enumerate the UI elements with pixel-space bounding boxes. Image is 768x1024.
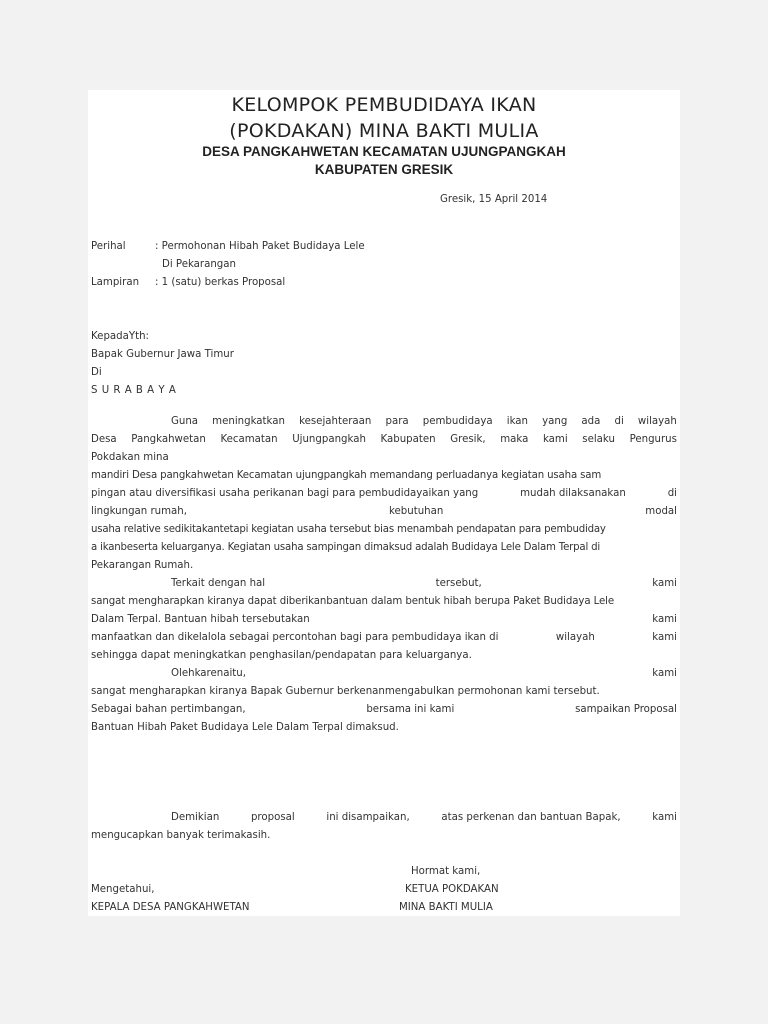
lampiran-value: : 1 (satu) berkas Proposal [155,277,286,288]
body-line: sangat mengharapkan kiranya Bapak Gubernur berkenanmengabulkan permohonan kami tersebut. [91,686,600,697]
body-line: Guna meningkatkan kesejahteraan para pembudidaya ikan yang ada di wilayah [171,416,677,427]
body-line: a ikanbeserta keluarganya. Kegiatan usaha sampingan dimaksud adalah Budidaya Lele Dalam Terpal di [91,542,601,553]
body-line: manfaatkan dan dikelalola sebagai percontohan bagi para pembudidaya ikan di wilayah kami [91,632,677,643]
recipient-city: S U R A B A Y A [91,385,177,396]
perihal-label: Perihal [91,241,126,252]
closing-greeting: Hormat kami, [411,866,481,877]
right-signer-title: KETUA POKDAKAN [405,884,499,895]
letter-date: Gresik, 15 April 2014 [440,194,548,205]
perihal-value: : Permohonan Hibah Paket Budidaya Lele [155,241,365,252]
body-line: sangat mengharapkan kiranya dapat diberikanbantuan dalam bentuk hibah berupa Paket Budidaya Lele [91,596,615,607]
body-line: Pekarangan Rumah. [91,560,194,571]
village-line: DESA PANGKAHWETAN KECAMATAN UJUNGPANGKAH [202,144,566,159]
body-line: Bantuan Hibah Paket Budidaya Lele Dalam Terpal dimaksud. [91,722,399,733]
left-signer-role: KEPALA DESA PANGKAHWETAN [91,902,250,913]
org-subtitle: (POKDAKAN) MINA BAKTI MULIA [229,120,539,142]
regency-line: KABUPATEN GRESIK [314,162,454,177]
body-line: Pokdakan mina [91,452,169,463]
left-signer-title: Mengetahui, [91,884,155,895]
body-line: sehingga dapat meningkatkan penghasilan/pendapatan para keluarganya. [91,650,472,661]
body-line: mandiri Desa pangkahwetan Kecamatan ujungpangkah memandang perluadanya kegiatan usaha sam [91,470,602,481]
lampiran-label: Lampiran [91,277,140,288]
body-line: Sebagai bahan pertimbangan, bersama ini kami sampaikan Proposal [91,704,677,715]
body-line: pingan atau diversifikasi usaha perikanan bagi para pembudidayaikan yang mudah dilaksanakan di [91,488,677,499]
body-line: Demikian proposal ini disampaikan, atas perkenan dan bantuan Bapak, kami [171,812,677,823]
body-line: usaha relative sedikitakantetapi kegiatan usaha tersebut bias menambah pendapatan para pembudiday [91,524,606,535]
body-line: Olehkarenaitu, kami [171,668,677,679]
letter-page [88,90,680,916]
recipient-to: KepadaYth: [91,331,149,342]
org-name: KELOMPOK PEMBUDIDAYA IKAN [231,94,537,116]
perihal-value-cont: Di Pekarangan [162,259,236,270]
right-signer-role: MINA BAKTI MULIA [399,902,493,913]
body-line: lingkungan rumah, kebutuhan modal [91,506,677,517]
recipient-di: Di [91,367,102,378]
body-line: mengucapkan banyak terimakasih. [91,830,271,841]
recipient-name: Bapak Gubernur Jawa Timur [91,349,234,360]
body-line: Terkait dengan hal tersebut, kami [171,578,677,589]
body-line: Desa Pangkahwetan Kecamatan Ujungpangkah Kabupaten Gresik, maka kami selaku Pengurus [91,434,677,445]
body-line: Dalam Terpal. Bantuan hibah tersebutakan kami [91,614,677,625]
